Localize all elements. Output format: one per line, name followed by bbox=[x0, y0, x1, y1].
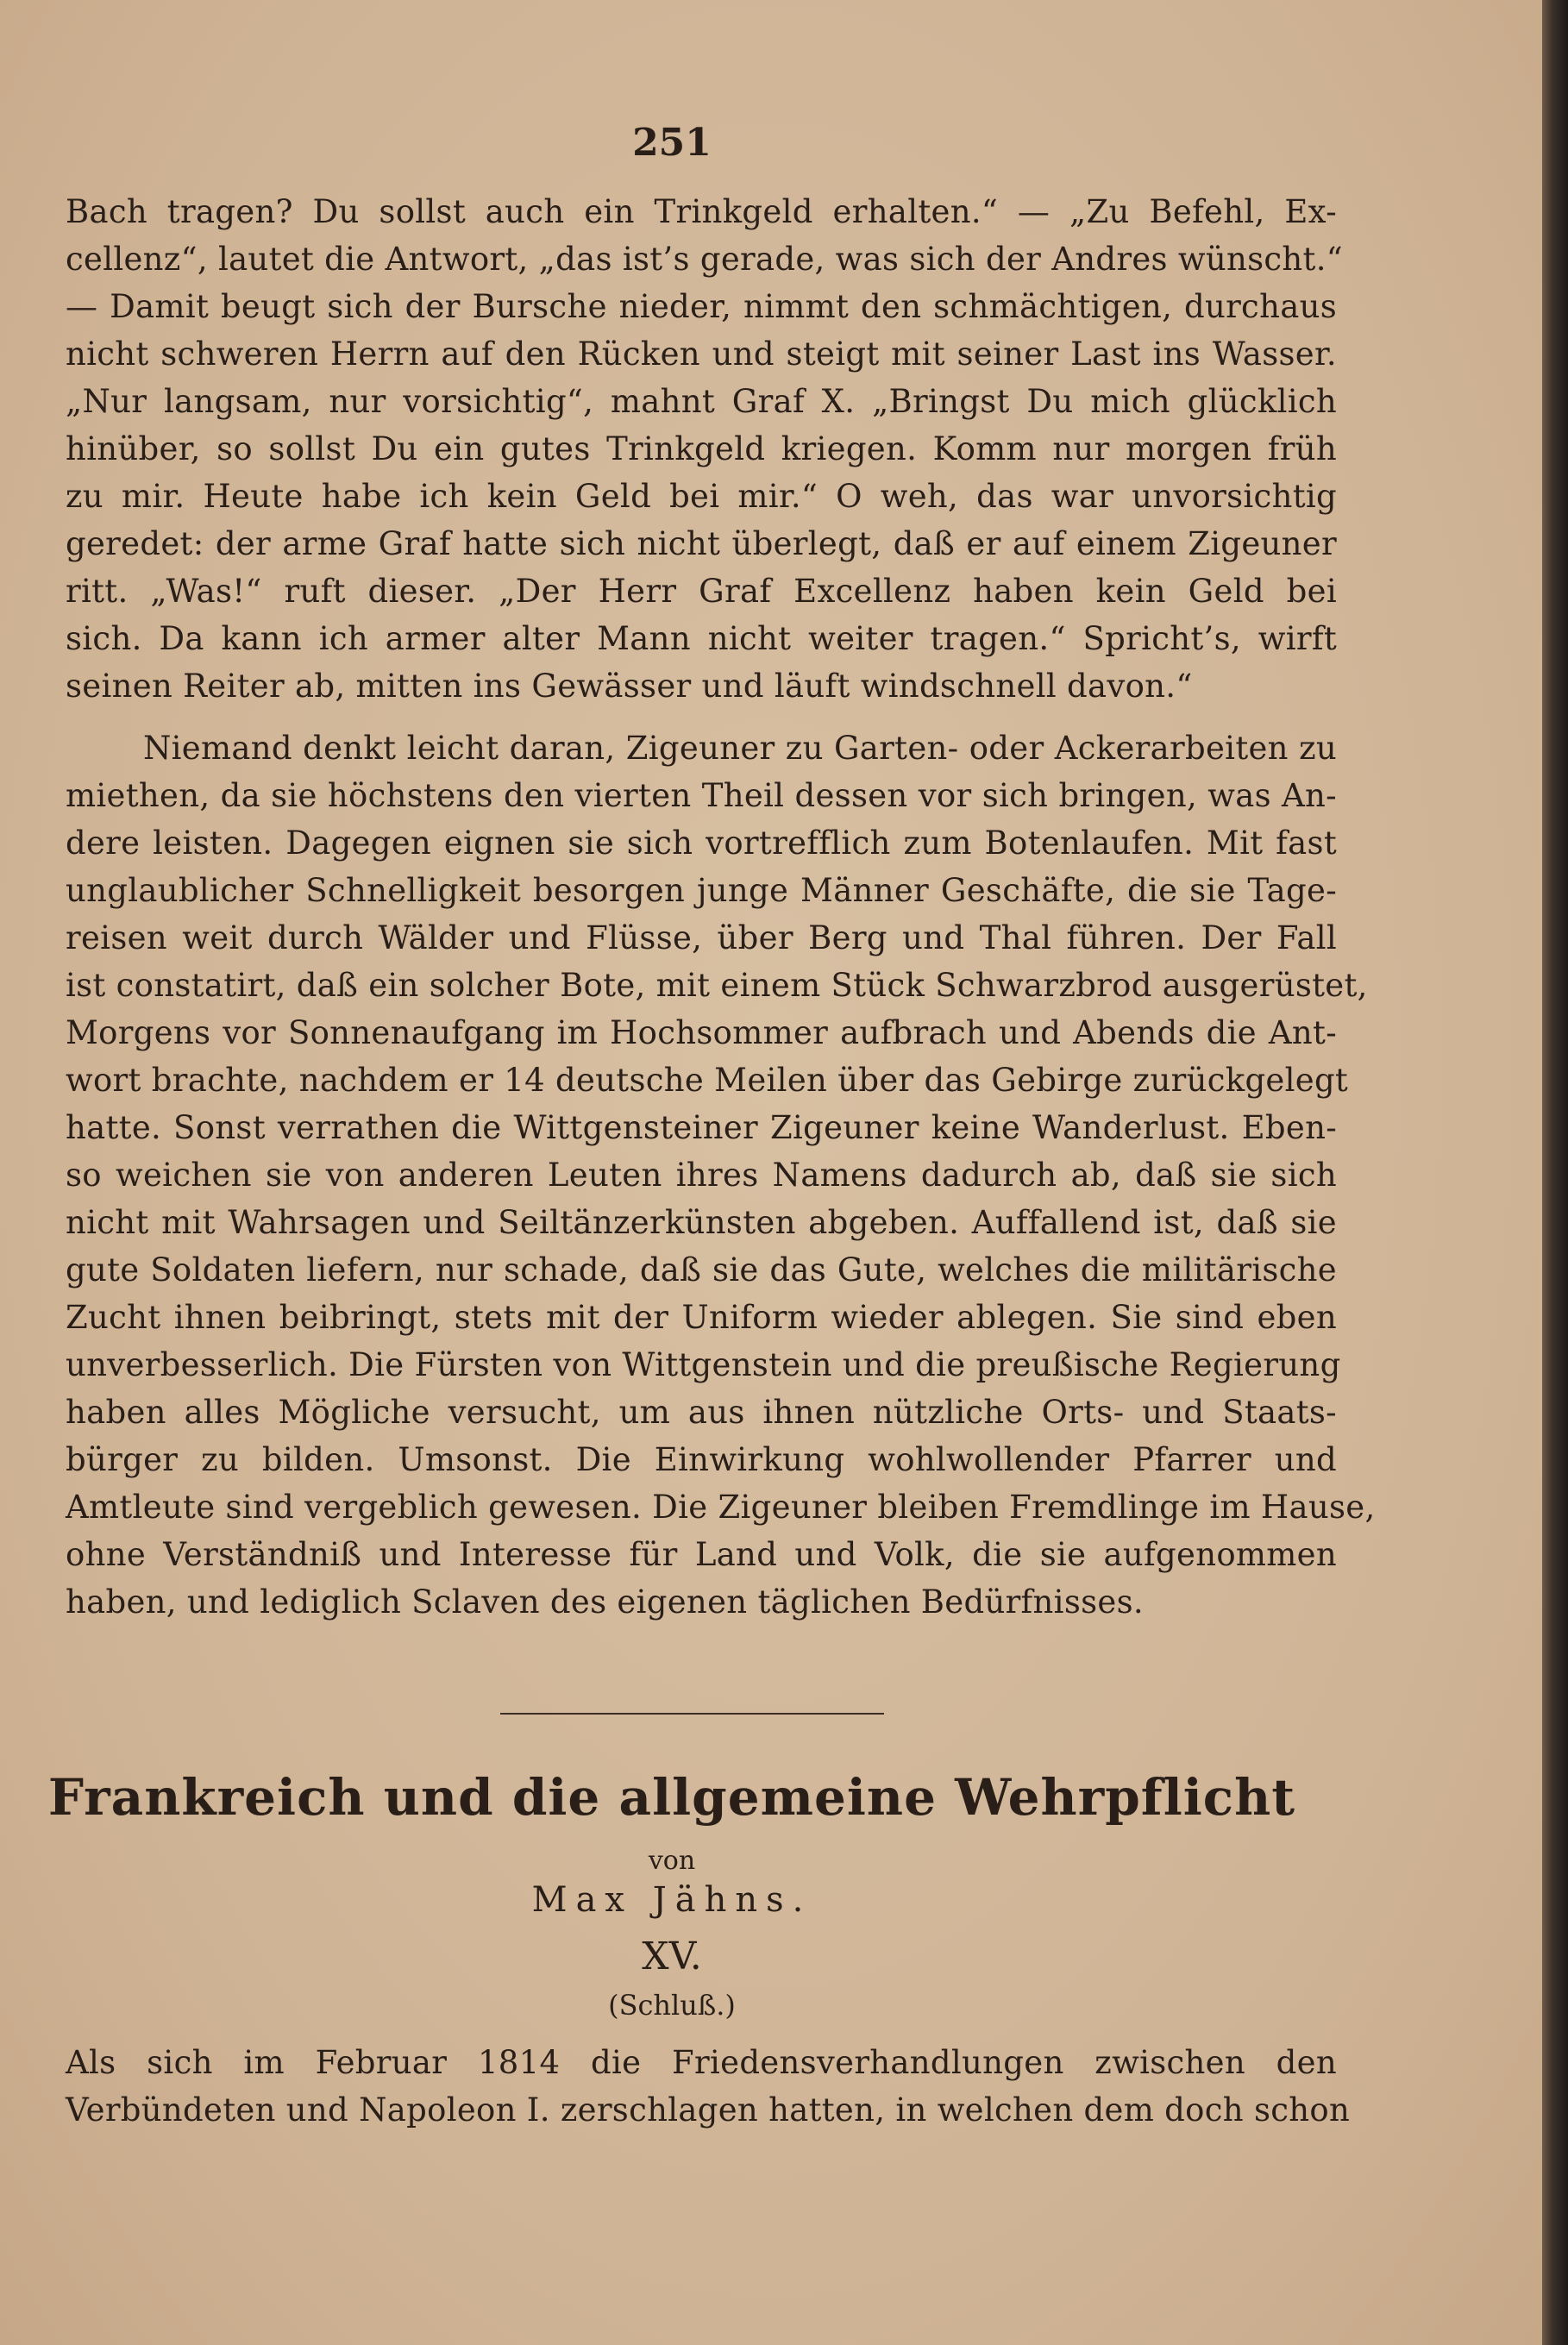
text-line: wort brachte, nachdem er 14 deutsche Meilen über das Gebirge zurückgelegt bbox=[66, 1062, 1349, 1099]
text-line: hinüber, so sollst Du ein gutes Trinkgeld kriegen. Komm nur morgen früh bbox=[66, 430, 1337, 467]
text-line: reisen weit durch Wälder und Flüsse, über Berg und Thal führen. Der Fall bbox=[66, 919, 1337, 956]
text-line: Zucht ihnen beibringt, stets mit der Uniform wieder ablegen. Sie sind eben bbox=[66, 1299, 1337, 1336]
text-line: cellenz“, lautet die Antwort, „das ist’s gerade, was sich der Andres wünscht.“ bbox=[66, 241, 1343, 278]
paragraph-main bbox=[66, 724, 1376, 1626]
text-line: gute Soldaten liefern, nur schade, daß sie das Gute, welches die militärische bbox=[66, 1251, 1337, 1288]
paragraph-article bbox=[66, 2039, 1351, 2134]
page-number: 251 bbox=[632, 121, 712, 165]
text-line: unglaublicher Schnelligkeit besorgen junge Männer Geschäfte, die sie Tage- bbox=[66, 872, 1337, 909]
text-line: ritt. „Was!“ ruft dieser. „Der Herr Graf Excellenz haben kein Geld bei bbox=[66, 573, 1337, 610]
text-line: ist constatirt, daß ein solcher Bote, mit einem Stück Schwarzbrod ausgerüstet, bbox=[66, 967, 1368, 1004]
text-line: „Nur langsam, nur vorsichtig“, mahnt Graf X. „Bringst Du mich glücklich bbox=[66, 383, 1337, 420]
text-line: Verbündeten und Napoleon I. zerschlagen hatten, in welchen dem doch schon bbox=[66, 2091, 1351, 2129]
article-author: Max Jähns. bbox=[531, 1880, 812, 1920]
text-line: sich. Da kann ich armer alter Mann nicht weiter tragen.“ Spricht’s, wirft bbox=[66, 620, 1337, 657]
text-line: Amtleute sind vergeblich gewesen. Die Zigeuner bleiben Fremdlinge im Hause, bbox=[66, 1489, 1376, 1526]
text-line: geredet: der arme Graf hatte sich nicht überlegt, daß er auf einem Zigeuner bbox=[66, 525, 1337, 562]
text-line: Morgens vor Sonnenaufgang im Hochsommer aufbrach und Abends die Ant- bbox=[66, 1014, 1337, 1051]
book-edge-shadow bbox=[1542, 0, 1568, 2345]
text-line: haben, und lediglich Sclaven des eigenen täglichen Bedürfnisses. bbox=[66, 1583, 1144, 1621]
text-line: Niemand denkt leicht daran, Zigeuner zu Garten- oder Ackerarbeiten zu bbox=[143, 730, 1337, 767]
text-line: ohne Verständniß und Interesse für Land und Volk, die sie aufgenommen bbox=[66, 1536, 1337, 1573]
text-line: zu mir. Heute habe ich kein Geld bei mir.“ O weh, das war unvorsichtig bbox=[66, 478, 1337, 515]
text-line: nicht mit Wahrsagen und Seiltänzerkünsten abgeben. Auffallend ist, daß sie bbox=[66, 1204, 1337, 1241]
text-line: Als sich im Februar 1814 die Friedensverhandlungen zwischen den bbox=[66, 2044, 1337, 2081]
text-line: miethen, da sie höchstens den vierten Theil dessen vor sich bringen, was An- bbox=[66, 777, 1337, 814]
continuation-note: (Schluß.) bbox=[608, 1989, 736, 2022]
text-line: bürger zu bilden. Umsonst. Die Einwirkung wohlwollender Pfarrer und bbox=[66, 1441, 1337, 1478]
text-line: unverbesserlich. Die Fürsten von Wittgenstein und die preußische Regierung bbox=[66, 1346, 1341, 1383]
article-title: Frankreich und die allgemeine Wehrpflicht bbox=[47, 1768, 1296, 1827]
text-line: hatte. Sonst verrathen die Wittgensteiner Zigeuner keine Wanderlust. Eben- bbox=[66, 1109, 1337, 1146]
text-line: Bach tragen? Du sollst auch ein Trinkgeld erhalten.“ — „Zu Befehl, Ex- bbox=[66, 193, 1337, 230]
text-line: dere leisten. Dagegen eignen sie sich vortrefflich zum Botenlaufen. Mit fast bbox=[66, 825, 1337, 862]
text-line: nicht schweren Herrn auf den Rücken und steigt mit seiner Last ins Wasser. bbox=[66, 335, 1337, 373]
text-line: seinen Reiter ab, mitten ins Gewässer und läuft windschnell davon.“ bbox=[66, 668, 1193, 705]
article-byline-von: von bbox=[648, 1846, 696, 1876]
text-line: — Damit beugt sich der Bursche nieder, nimmt den schmächtigen, durchaus bbox=[66, 288, 1337, 325]
paragraph-continued bbox=[66, 188, 1343, 710]
section-divider bbox=[500, 1713, 884, 1715]
text-line: so weichen sie von anderen Leuten ihres Namens dadurch ab, daß sie sich bbox=[66, 1157, 1337, 1194]
chapter-number: XV. bbox=[642, 1934, 702, 1978]
text-line: haben alles Mögliche versucht, um aus ihnen nützliche Orts- und Staats- bbox=[66, 1394, 1337, 1431]
